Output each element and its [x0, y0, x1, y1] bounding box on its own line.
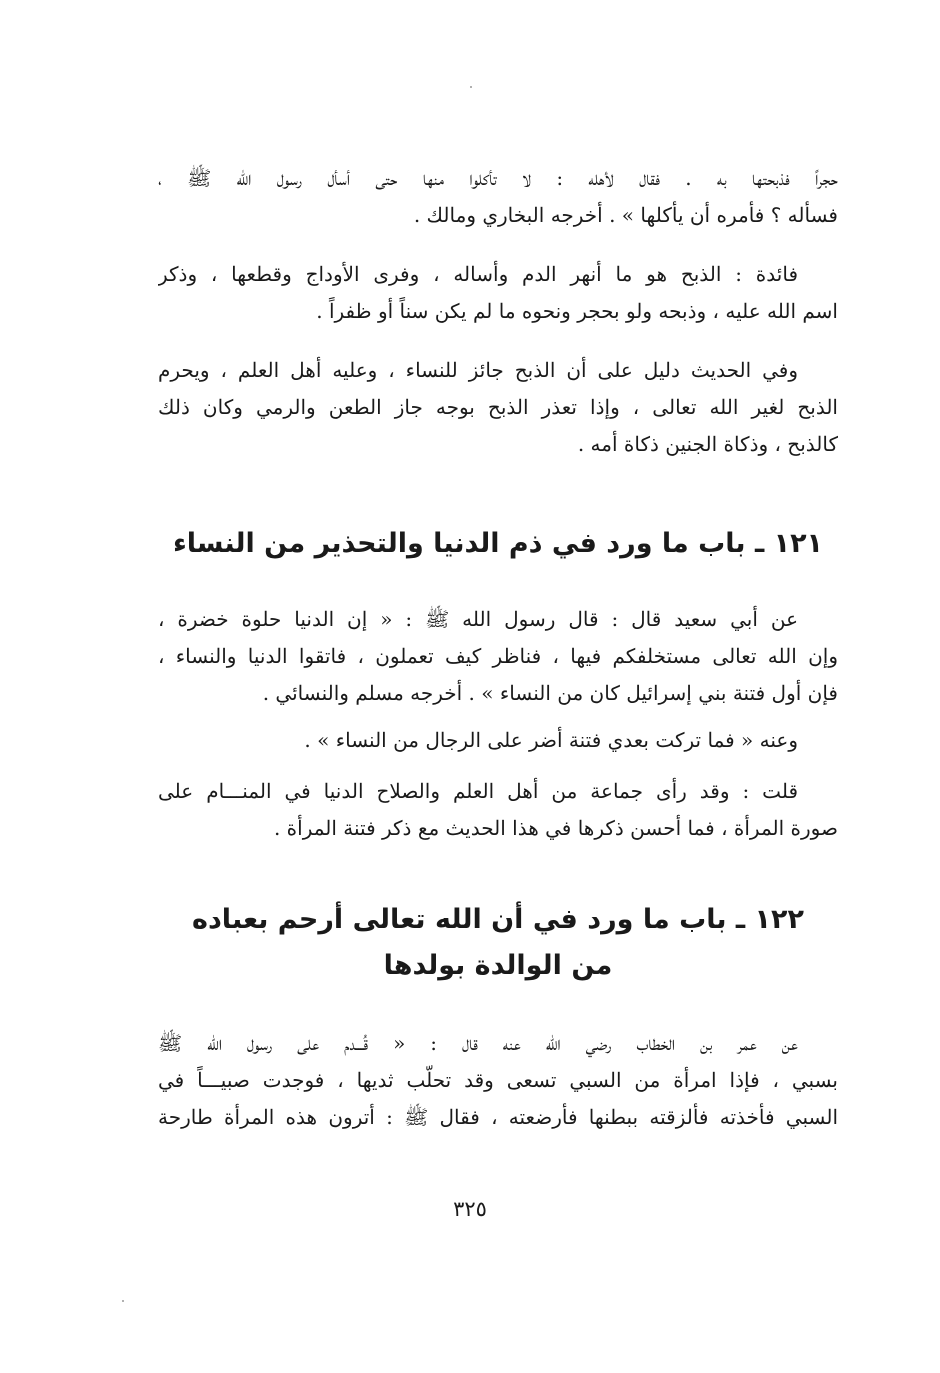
paragraph-abu-said: [158, 601, 838, 712]
text-line: فائدة : الذبح هو ما أنهر الدم وأساله ، وفرى الأوداج وقطعها ، وذكر: [158, 262, 799, 286]
text-line: بسبي ، فإذا امرأة من السبي تسعى وقد تحلّب ثديها ، فوجدت صبيـــاً في: [158, 1068, 838, 1092]
paragraph-benefit: [158, 256, 838, 330]
text-line: وعنه « فما تركت بعدي فتنة أضر على الرجال من النساء » .: [304, 728, 798, 752]
text-line: فإن أول فتنة بني إسرائيل كان من النساء » . أخرجه مسلم والنسائي .: [262, 681, 838, 705]
page-body: [158, 160, 838, 1152]
paragraph-hadith-end: [158, 160, 838, 234]
scan-speck: [122, 1300, 124, 1302]
paragraph-and-from-him: [158, 722, 838, 759]
text-line: عن أبي سعيد قال : قال رسول الله ﷺ : « إن الدنيا حلوة خضرة ،: [158, 607, 798, 631]
text-line: وإن الله تعالى مستخلفكم فيها ، فناظر كيف تعملون ، فاتقوا الدنيا والنساء ،: [158, 644, 838, 668]
heading-line: من الوالدة بولدها: [383, 950, 613, 981]
heading-line: ١٢١ ـ باب ما ورد في ذم الدنيا والتحذير من النساء: [172, 528, 824, 559]
scan-speck: [470, 86, 472, 88]
heading-line: ١٢٢ ـ باب ما ورد في أن الله تعالى أرحم بعباده: [192, 904, 804, 935]
chapter-heading-122: [158, 897, 838, 989]
text-line: وفي الحديث دليل على أن الذبح جائز للنساء ، وعليه أهل العلم ، ويحرم: [158, 358, 798, 382]
page-number: ٣٢٥: [453, 1197, 487, 1221]
paragraph-i-said: [158, 773, 838, 847]
text-line: الذبح لغير الله تعالى ، وإذا تعذر الذبح بوجه جاز الطعن والرمي وكان ذلك: [158, 395, 838, 419]
paragraph-commentary: [158, 352, 838, 463]
text-line: صورة المرأة ، فما أحسن ذكرها في هذا الحديث مع ذكر فتنة المرأة .: [273, 816, 838, 840]
chapter-heading-121: [158, 521, 838, 567]
text-line: حجراً فذبحتها به . فقال لأهله : لا تأكلوا منها حتى أسأل رسول الله ﷺ ،: [158, 166, 838, 190]
text-line: اسم الله عليه ، وذبحه ولو بحجر ونحوه ما لم يكن سناً أو ظفراً .: [316, 299, 838, 323]
text-line: السبي فأخذته فألزقته ببطنها فأرضعته ، فقال ﷺ : أترون هذه المرأة طارحة: [158, 1105, 838, 1129]
paragraph-umar: [158, 1025, 838, 1136]
text-line: عن عمر بن الخطاب رضي الله عنه قال : « قُـــدم على رسول الله ﷺ: [158, 1031, 798, 1055]
text-line: فسأله ؟ فأمره أن يأكلها » . أخرجه البخاري ومالك .: [413, 203, 838, 227]
text-line: كالذبح ، وذكاة الجنين ذكاة أمه .: [577, 432, 838, 456]
text-line: قلت : وقد رأى جماعة من أهل العلم والصلاح الدنيا في المنـــام على: [158, 779, 798, 803]
